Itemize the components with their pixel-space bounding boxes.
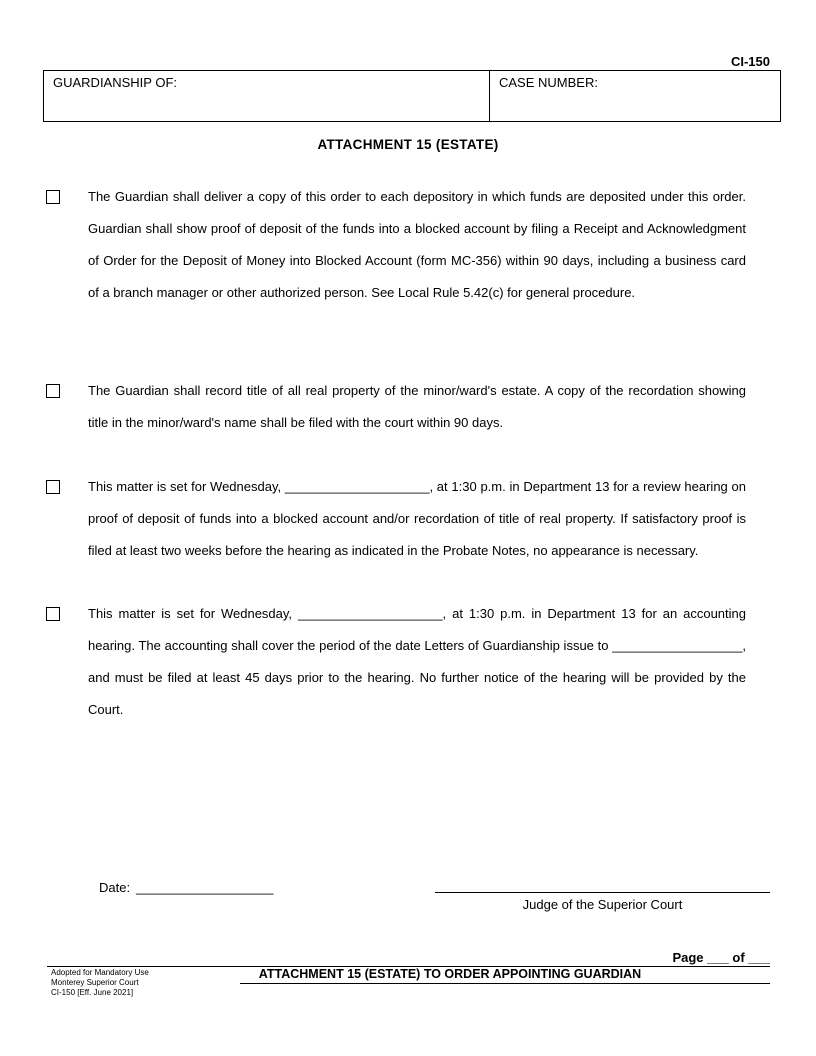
footer-adoption-line-1: Adopted for Mandatory Use bbox=[51, 968, 149, 977]
item-3-checkbox[interactable] bbox=[46, 480, 60, 494]
item-1-text: The Guardian shall deliver a copy of this order to each depository in which funds are deposited under this order. Guardian shall show proof of deposit of the funds into a blocked account by filing a Receipt and Acknowledgment of Order for the Deposit of Money into Blocked Account (form MC-356) within 90 days, including a business card of a branch manager or other authorized person. See Local Rule 5.42(c) for general procedure. bbox=[88, 189, 746, 300]
footer-bottom-rule bbox=[240, 983, 770, 984]
page-number-label: Page ___ of ___ bbox=[672, 950, 770, 965]
form-number-label: CI-150 bbox=[730, 54, 770, 69]
judge-signature-line bbox=[435, 892, 770, 893]
footer-adoption-line-2: Monterey Superior Court bbox=[51, 978, 139, 987]
case-number-field[interactable] bbox=[490, 71, 780, 121]
footer-form-title: ATTACHMENT 15 (ESTATE) TO ORDER APPOINTING GUARDIAN bbox=[258, 967, 642, 981]
item-2-text: The Guardian shall record title of all real property of the minor/ward's estate. A copy of the recordation showing title in the minor/ward's name shall be filed with the court within 90 days. bbox=[88, 383, 746, 430]
item-4-checkbox[interactable] bbox=[46, 607, 60, 621]
guardianship-of-field[interactable] bbox=[44, 71, 490, 121]
date-line bbox=[99, 880, 273, 895]
item-2-checkbox[interactable] bbox=[46, 384, 60, 398]
case-number-label: CASE NUMBER: bbox=[499, 75, 598, 90]
judge-signature-label: Judge of the Superior Court bbox=[522, 897, 683, 912]
item-4-text: This matter is set for Wednesday, ____________________, at 1:30 p.m. in Department 13 for an accounting hearing. The accounting shall cover the period of the date Letters of Guardianship issue to __________________, and must be filed at least 45 days prior to the hearing. No further notice of the hearing will be provided by the Court. bbox=[88, 606, 746, 717]
caption-box bbox=[43, 70, 781, 122]
footer-adoption-line-3: CI-150 [Eff. June 2021] bbox=[51, 988, 134, 997]
item-3-text: This matter is set for Wednesday, ____________________, at 1:30 p.m. in Department 13 for a review hearing on proof of deposit of funds into a blocked account and/or recordation of title of real property. If satisfactory proof is filed at least two weeks before the hearing as indicated in the Probate Notes, no appearance is necessary. bbox=[88, 479, 746, 558]
page-title: ATTACHMENT 15 (ESTATE) bbox=[317, 137, 499, 152]
item-1-checkbox[interactable] bbox=[46, 190, 60, 204]
guardianship-of-label: GUARDIANSHIP OF: bbox=[53, 75, 178, 90]
date-blank[interactable]: ___________________ bbox=[136, 880, 274, 895]
date-label: Date: bbox=[99, 880, 131, 895]
